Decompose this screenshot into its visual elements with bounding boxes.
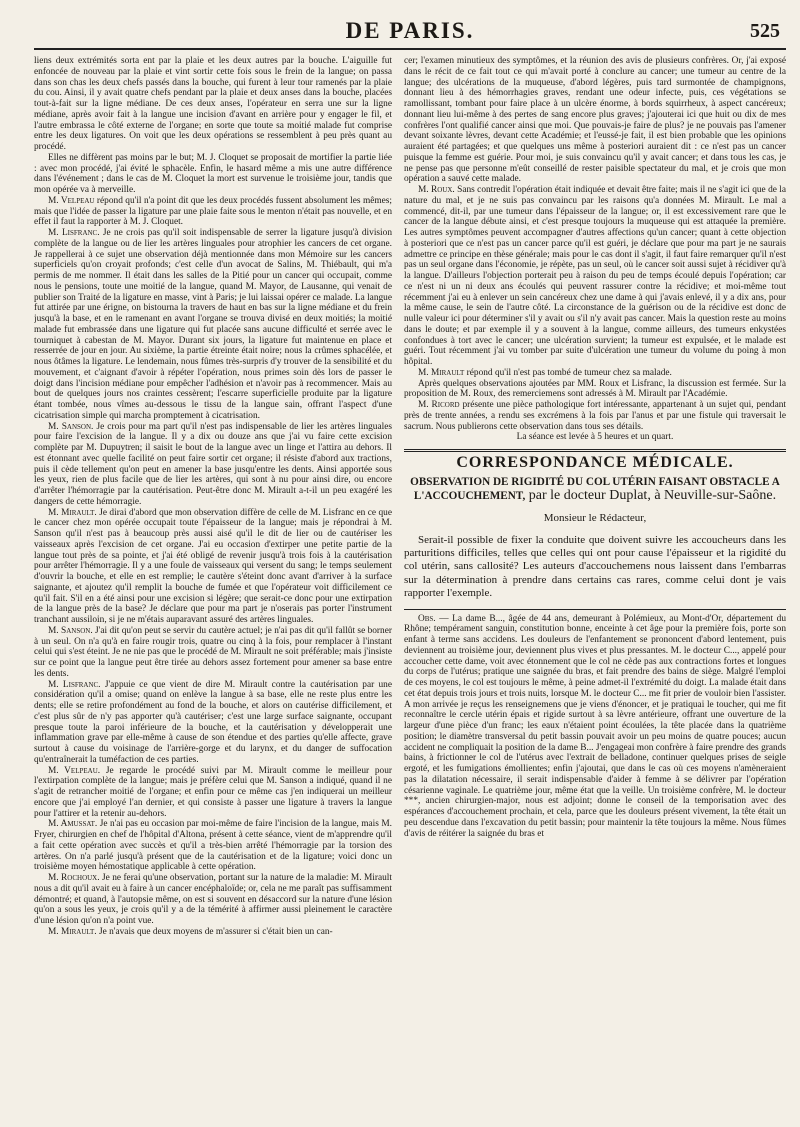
paragraph-text: — La dame B..., âgée de 44 ans, demeurant à Polémieux, au Mont-d'Or, département du Rhône; tempérament sanguin, constitution bonne, enceinte à cet âge pour la première fois, porte son enfant à terme sans accidens. Les douleurs de l'enfantement se prononcent d'abord lentement, puis deviennent au troisième jour, deviennent plus vives et plus pressantes. M. le docteur C..., appelé pour accoucher cette dame, voit avec étonnement que le col ne cède pas aux contractions fortes et longues du corps de l'utérus; pratique une saignée du bras, et fait prendre des bains de siège. Malgré l'emploi de ces moyens, le col est toujours le même, à peine admet-il l'extrémité du doigt. La malade était dans cet état depuis trois jours et trois nuits, lorsque M. le docteur C... me fit prier de vouloir bien l'assister. A mon arrivée je reçus les renseignemens que je viens d'énoncer, et je pratiquai le toucher, qui me fit reconnaître le cercle utérin épais et rigide surtout à sa lèvre antérieure, offrant une ouverture de la largeur d'une pièce d'un franc; les eaux n'étaient point écoulées, la tête placée dans la quatrième position; le diamètre transversal du petit bassin pouvait avoir un peu moins de quatre pouces; aucun accident ne compliquait la position de la dame B... J'engageai mon confrère à faire prendre des grands bains, à frictionner le col de l'utérus avec l'extrait de belladone, continuer quelques prises de seigle ergoté, et les fumigations émollientes; enfin j'ajoutai, que dans le cas où ces moyens n'amèneraient pas la dilatation nécessaire, il serait indispensable d'aider à femme à se délivrer par l'opération césarienne vaginale. Le quatrième jour, même état que la veille. Un troisième confrère, M. le docteur ***, ancien chirurgien-major, nous est adjoint; donne le conseil de la temporisation avec des espérances d'accouchement prochain, et cela, parce que les douleurs présent vivement, la tête était un peu descendue dans l'excavation du petit bassin; pour maintenir la tête toujours la même. Nous fûmes d'avis de réitérer la saignée du bras et bbox=[404, 613, 786, 839]
paragraph bbox=[404, 56, 786, 185]
paragraph-text: J'ai dit qu'on peut se servir du cautère actuel; je n'ai pas dit qu'il fallût se borner à un seul. On n'a qu'à en faire rougir trois, quatre ou cinq à la fois, pour remplacer à l'instant celui qui s'est éteint. Je ne nie pas que le procédé de M. Mirault ne soit préférable; mais j'insiste sur ce point que la langue peut être tirée au dehors assez fortement pour amener sa base entre les dents. bbox=[34, 625, 392, 679]
paragraph bbox=[34, 626, 392, 680]
paragraph bbox=[404, 185, 786, 368]
speaker-name: M. Velpeau bbox=[48, 195, 95, 206]
speaker-name: M. Ricord bbox=[418, 400, 460, 410]
running-title: DE PARIS. bbox=[345, 18, 475, 43]
paragraph-text: J'appuie ce que vient de dire M. Mirault contre la cautérisation par une considération qu'il a omise; quand on enlève la langue à sa base, elle ne reste plus entre les dents; elle se retire profondément au fond de la bouche, et alors on cautérise difficilement, et c'est plus sûr de n'y pas apporter qu'à cautériser; c'est une large surface saignante, occupant presque toute la paroi inférieure de la bouche, et la cautérisation y développerait une inflammation grave par elle-même à cause de son étendue et des parties qu'elle affecte, grave surtout à cause du voisinage de l'arrière-gorge et du larynx, et du danger de suffocation qu'entraînerait la tuméfaction de ces parties. bbox=[34, 679, 392, 765]
paragraph-text: présente une pièce pathologique fort intéressante, appartenant à un sujet qui, pendant près de trente années, a rendu ses excrémens à la fois par l'anus et par une fistule qui traversait le sacrum. Nous publierons cette observation dans tous ses détails. bbox=[404, 400, 786, 432]
paragraph bbox=[34, 228, 392, 422]
paragraph bbox=[34, 819, 392, 873]
section-title: CORRESPONDANCE MÉDICALE. bbox=[456, 454, 734, 471]
header-rule bbox=[34, 48, 786, 50]
paragraph bbox=[34, 508, 392, 626]
speaker-name: M. Mirault bbox=[418, 367, 465, 378]
speaker-name: M. Velpeau. bbox=[48, 765, 101, 776]
paragraph bbox=[34, 766, 392, 820]
left-column bbox=[34, 56, 392, 1122]
paragraph-text: cer; l'examen minutieux des symptômes, et la réunion des avis de plusieurs confrères. Or, j'ai exposé dans le récit de ce fait tout ce qui m'avait porté à conclure au cancer; une tumeur au centre de la langue; des ulcérations de la muqueuse, d'abord légères, puis tard surmontée de champignons, donnant lieu à des hémorrhagies graves, rendant une odeur infecte, puis, ces végétations se ramollissant, tombant pour faire place à un ulcère énorme, à bords squirrheux, à aspect cancéreux; donnant lieu lui-même à des pertes de sang encore plus graves; j'ajouterai ici que huit ou dix de mes confrères l'ont qualifié cancer ainsi que moi. Que pouvais-je faire de plus? je ne pouvais pas l'amener devant soixante lèvres, devant cette Académie; et l'eussé-je fait, il est bien probable que les opinions auraient été partagées; et que quelques uns même à posteriori auraient dit : ce n'est pas un cancer puisque la femme est guérie. Pour moi, je suis convaincu qu'il y avait cancer; et dans tous les cas, je ne pense pas que personne m'eût conseillé de rester paisible spectateur du mal, et je crois que mon opération a sauvé cette malade. bbox=[404, 56, 786, 185]
paragraph-text: liens deux extrémités sorta ent par la plaie et les deux autres par la bouche. L'aiguille fut enfoncée de nouveau par la plaie et vint sortir cette fois sous le frein de la langue; on passa dans son chas les deux chefs passés dans la bouche, qui furent à leur tour ramenés par la plaie du cou. Ainsi, il y avait quatre chefs pendant par la plaie et deux anses dans la bouche, placées tout-à-fait sur la ligne médiane. De ces deux anses, l'opérateur en serra une sur la ligne médiane, après avoir fait à la langue une incision d'avant en arrière pour y engager le fil, et l'autre embrassa le côté externe de l'organe; en sorte que toute sa moitié malade fut comprise entre les deux ligatures. On voit que les deux opérations se ressemblent à peu près quant au procédé. bbox=[34, 56, 392, 152]
paragraph bbox=[34, 927, 392, 938]
paragraph bbox=[404, 432, 786, 443]
salutation: Monsieur le Rédacteur, bbox=[543, 511, 647, 524]
paragraph-text: La séance est levée à 5 heures et un quart. bbox=[516, 432, 674, 443]
paragraph bbox=[34, 196, 392, 228]
right-column bbox=[404, 56, 786, 1122]
paragraph-text: Elles ne diffèrent pas moins par le but; M. J. Cloquet se proposait de mortifier la partie liée : avec mon procédé, j'ai évité le sphacèle. Enfin, le hasard même a mis une autre différence dans l'événement ; dans le cas de M. Cloquet la mort est survenue le troisième jour, tandis que mon opérée va à merveille. bbox=[34, 152, 392, 195]
paragraph-text: Je ne crois pas qu'il soit indispensable de serrer la ligature jusqu'à division complète de la langue ou de lier les artères linguales pour atrophier les cancers de cet organe. Je rappellerai à ce sujet une observation déjà mentionnée dans mon Mémoire sur les cancers superficiels qu'on croyait profonds; c'est celle d'un avocat de Salins, M. Thiébault, qui m'a permis de me nommer. Il était dans les salles de la Pitié pour un cancer qui occupait, comme nous le pensions, toute une moitié de la langue, quand M. Mayor, de Lausanne, qui venait de publier son Traité de la ligature en masse, vint à Paris; je lui laissai opérer ce malade. La langue fut attirée par une érigne, on bistourna la travers de haut en bas sur la ligne médiane et du frein jusqu'à la base, et en le ramenant en avant l'organe se trouva divisé en deux moitiés; la moitié malade fut embrassée dans une ligature qui fut placée sans aucune difficulté et serrée avec le tourniquet à cabestan de M. Mayor. Durant six jours, la ligature fut maintenue en place et resserrée de jour en jour. Au sixième, la partie étreinte était noire; nous la crûmes sphacélée, et nous ôtâmes la ligature. Le lendemain, nous fûmes très-surpris d'y trouver de la sensibilité et du mouvement, et c'aignant d'avoir à répéter l'opération, nous primes soin dès lors de passer le doigt dans l'incision médiane pour empêcher l'adhésion et n'avoir pas à recommencer. Mais au bout de quelques jours nos craintes cessèrent; l'escarre superficielle produite par la ligature étant tombée, nous vîmes au-dessous le tissu de la langue sain, offrant l'aspect d'une cicatrisation simple qui marcha promptement à cicatrisation. bbox=[34, 228, 392, 421]
paragraph-text: Je dirai d'abord que mon observation diffère de celle de M. Lisfranc en ce que le cancer chez mon opérée occupait toute l'épaisseur de la langue; mais je répondrai à M. Sanson qu'il n'est pas à beaucoup près aussi aisé qu'il le dit de lier ou de cautériser les vaisseaux après l'excision de cet organe. J'ai eu occasion d'extirper une petite partie de la langue tout près de sa pointe, et j'ai été obligé de revenir jusqu'à trois fois à la cautérisation pour arrêter l'hémorragie. Il y a une foule de vaisseaux qui versent du sang; le temps seulement d'ouvrir la bouche, et elle en est remplie; le cautère s'éteint donc avant d'arriver à la surface saignante, et ajoutez qu'il remplit la bouche de fumée et que l'opérateur voit difficilement ce qu'il fait. S'il en a été ainsi pour une excision si légère; que serait-ce donc pour une extirpation de la langue près de la base? Je déclare que pour ma part je n'oserais pas porter l'instrument tranchant aussiloin, si je ne m'étais auparavant assuré des artères linguales. bbox=[34, 507, 392, 625]
speaker-name: M. Mirault. bbox=[48, 926, 97, 937]
speaker-name: M. Rochoux. bbox=[48, 873, 100, 883]
paragraph bbox=[34, 873, 392, 927]
paragraph bbox=[34, 680, 392, 766]
paragraph-text: Je regarde le procédé suivi par M. Mirault comme le meilleur pour l'extirpation complète de la langue; mais je préfère celui que M. Sanson a indiqué, quand il ne s'agit de retrancher moitié de l'organe; et enfin pour ce même cas j'en indiquerai un meilleur encore que j'ai employé l'an dernier, et qui consiste à passer une ligature à travers la langue pour l'attirer et la retenir au-dehors. bbox=[34, 765, 392, 819]
paragraph-text: répond qu'il n'a point dit que les deux procédés fussent absolument les mêmes; mais que l'idée de passer la ligature par une plaie faite sous le menton n'était pas nouvelle, et en effet il faut la rapporter à M. J. Cloquet. bbox=[34, 195, 392, 228]
speaker-name: Obs. bbox=[418, 613, 436, 624]
paragraph-text: Je crois pour ma part qu'il n'est pas indispensable de lier les artères linguales pour faire l'excision de la langue. Il y a dix ou douze ans que j'ai vu faire cette excision complète par M. Dupuytren; il saisit le bout de la langue avec un linge et l'attira au dehors. Il est étonnant avec quelle facilité on peut faire sortir cet organe; il résiste d'abord aux tractions, puis il cède tellement qu'on peut en amener la base jusqu'entre les dents. Ainsi apportée sous les yeux, rien de plus facile que de lier les artères, qui sont à nu pour ainsi dire, ou encore d'arrêter l'hémorragie par la cautérisation. Peut-être donc M. Mirault a-t-il un peu exagéré les dangers de cette hémorragie. bbox=[34, 421, 392, 507]
paragraph-text: Sans contredit l'opération était indiquée et devait être faite; mais il ne s'agit ici que de la nature du mal, et je ne suis pas convaincu par les raisons qu'a données M. Mirault. Le mal a commencé, dit-il, par une tumeur dans l'épaisseur de la langue; or, il est excessivement rare que le cancer de la langue débute ainsi, et c'est presque toujours la muqueuse qui est attaquée la première. Les autres symptômes peuvent accompagner d'autres affections qu'un cancer; quant à cette objection à posteriori que ce n'est pas un cancer parce qu'il est guéri, je déclare que pour ma part je ne saurais admettre ce principe en thèse générale; mais pour le cas dont il s'agit, il faut faire remarquer qu'il n'est pas un seul organe dans l'économie, je répète, pas un seul, où le cancer soit aussi sujet à récidiver qu'à la langue. D'ailleurs l'objection porterait peu à raison du peu de temps écoulé depuis l'opération; car ce n'est ni un ni deux ans écoulés qui peuvent rassurer contre la récidive; et moi-même tout récemment j'ai eu à enlever un sein cancéreux chez une dame à qui j'avais enlevé, il y a dix ans, pour la même cause, le sein de l'autre côté. La circonstance de la guérison ou de la récidive est donc de nulle valeur ici pour déterminer s'il y avait ou s'il n'y avait pas cancer. Mais la question reste au moins dans le doute; et par exemple il y a souvent à la langue, comme ailleurs, des tumeurs enkystées confondues à tort avec le cancer; une ulcération survient; la tumeur est expulsée, et le malade est guéri. Tout récemment j'ai vu tomber par suite d'ulcération une tumeur du volume du poing à mon hôpital. bbox=[404, 185, 786, 367]
paragraph-text: Je n'ai pas eu occasion par moi-même de faire l'incision de la langue, mais M. Fryer, chirurgien en chef de l'hôpital d'Altona, présent à cette séance, vient de m'apprendre qu'il a fait cette opération avec succès et qu'il a très-bien arrêté l'hémorragie par la torsion des artères. On n'a parlé jusqu'à présent que de la cautérisation et de la ligature; voici donc un troisième moyen hémostatique applicable à cette opération. bbox=[34, 819, 392, 873]
paragraph-text: Après quelques observations ajoutées par MM. Roux et Lisfranc, la discussion est fermée. Sur la proposition de M. Roux, des remerciemens sont adressés à M. Mirault par l'Académie. bbox=[404, 378, 786, 400]
speaker-name: M. Amussat. bbox=[48, 819, 98, 830]
paragraph-text: répond qu'il n'est pas tombé de tumeur chez sa malade. bbox=[466, 367, 672, 378]
paragraph bbox=[34, 153, 392, 196]
paragraph bbox=[404, 379, 786, 401]
article-title bbox=[404, 475, 786, 503]
speaker-name: M. Lisfranc. bbox=[48, 228, 100, 238]
speaker-name: M. Lisfranc. bbox=[48, 679, 101, 690]
paragraph bbox=[34, 422, 392, 508]
section-divider bbox=[404, 449, 786, 452]
speaker-name: M. Roux. bbox=[418, 185, 455, 195]
article-title-main: OBSERVATION DE RIGIDITÉ DU COL UTÉRIN FAISANT OBSTACLE A L'ACCOUCHEMENT, bbox=[410, 475, 780, 502]
paragraph bbox=[34, 56, 392, 153]
paragraph bbox=[404, 368, 786, 379]
page-number: 525 bbox=[750, 20, 780, 42]
paragraph bbox=[404, 400, 786, 432]
speaker-name: M. Sanson. bbox=[48, 421, 94, 432]
speaker-name: M. Sanson. bbox=[48, 625, 93, 636]
paragraph-text: Je ne ferai qu'une observation, portant sur la nature de la maladie: M. Mirault nous a dit qu'il avait eu à faire à un cancer encéphaloïde; or, cela ne me paraît pas suffisamment démontré; et quand, à l'autopsie même, on est si souvent en désaccord sur la nature d'une lésion qu'on a sous les yeux, je crois qu'il y a de la témérité à affirmer aussi pleinement le caractère d'une lésion qu'on n'a point vue. bbox=[34, 873, 392, 926]
lead-divider bbox=[404, 609, 786, 610]
article-title-author: par le docteur Duplat, à Neuville-sur-Saône. bbox=[525, 487, 777, 503]
paragraph-text: Je n'avais que deux moyens de m'assurer si c'était bien un can- bbox=[99, 926, 333, 937]
speaker-name: M. Mirault. bbox=[48, 507, 97, 518]
lead-paragraph: Serait-il possible de fixer la conduite que doivent suivre les accoucheurs dans les parturitions difficiles, telles que celles qui ont pour cause l'épaisseur et la rigidité du col utérin, sans callosité? Les auteurs d'accouchemens nous laissent dans l'embarras sur la détermination à prendre dans certains cas rares, comme celui dont je vais rapporter l'exemple. bbox=[404, 533, 786, 600]
paragraph bbox=[404, 614, 786, 840]
